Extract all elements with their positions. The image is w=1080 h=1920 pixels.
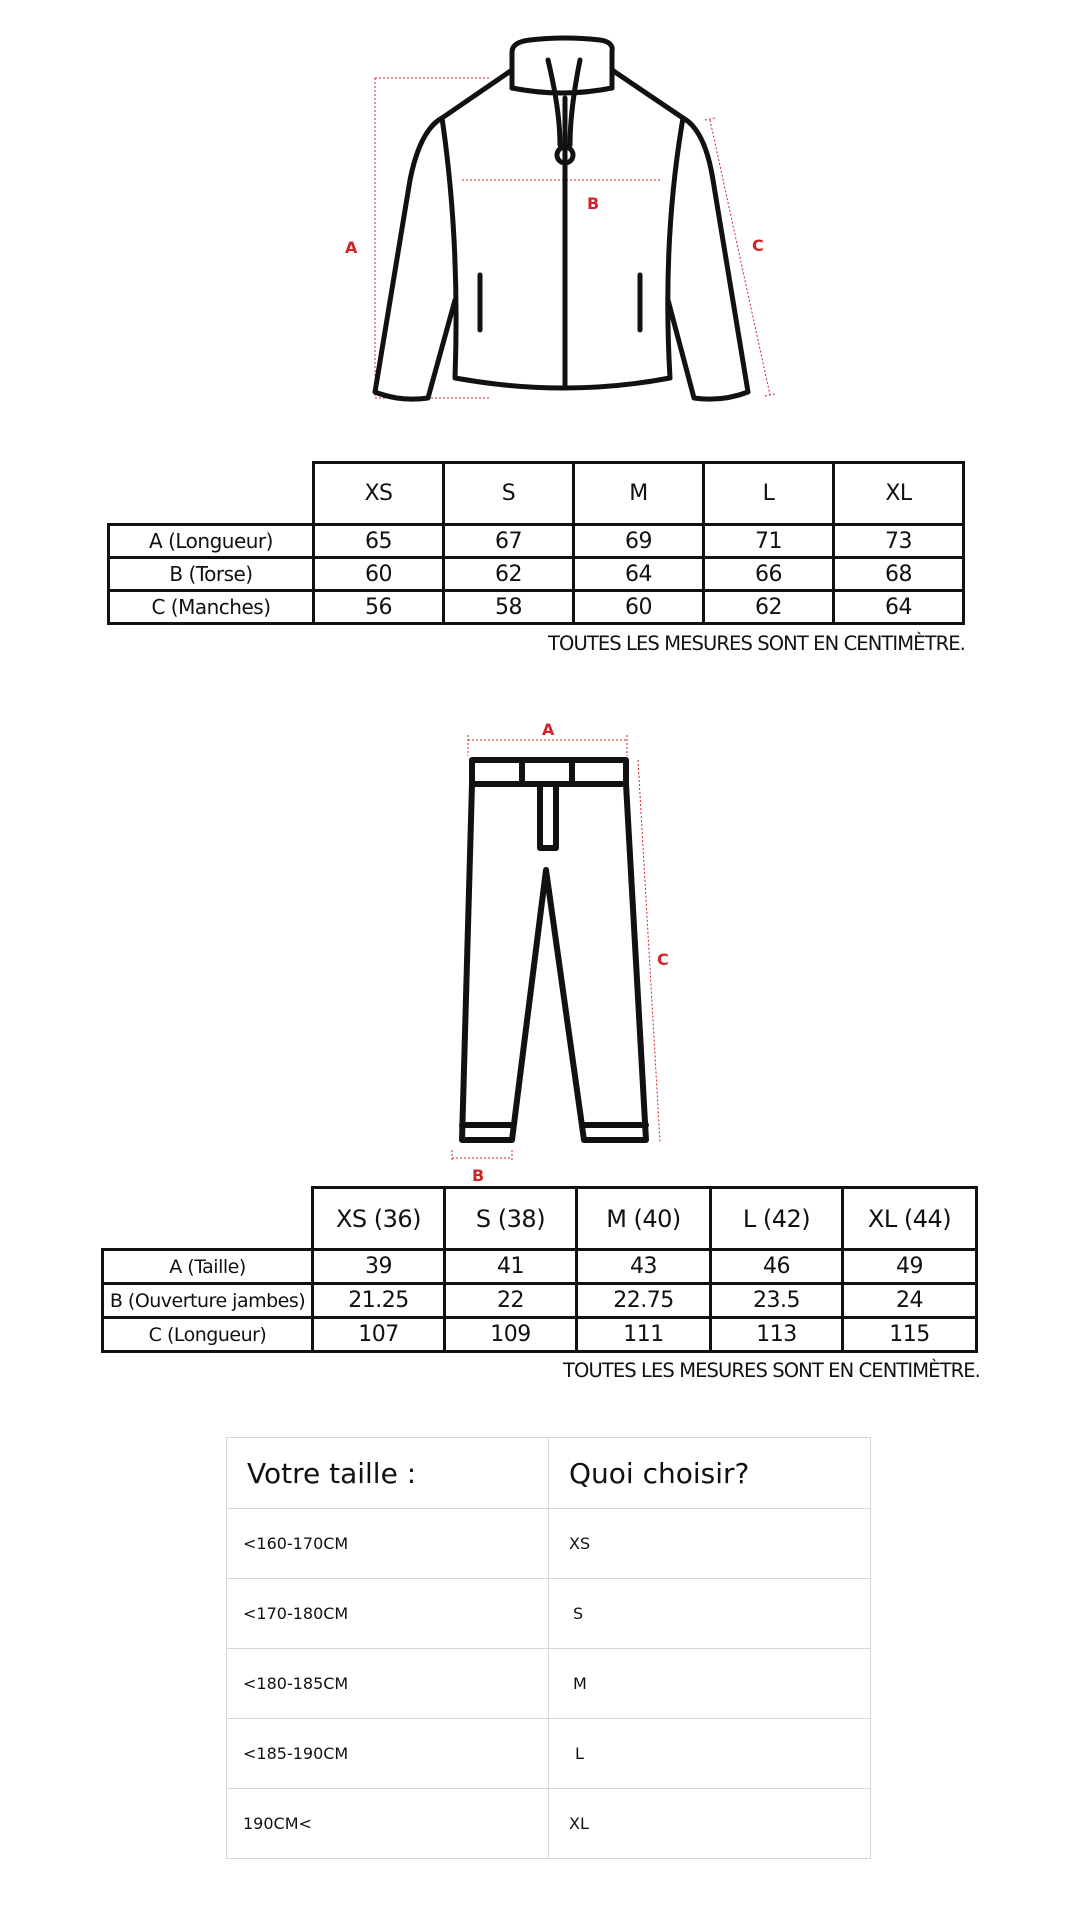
pants-label-c: C	[657, 950, 669, 969]
guide-size-cell: M	[549, 1649, 871, 1719]
guide-height-cell: <180-185CM	[227, 1649, 549, 1719]
guide-size-cell: L	[549, 1719, 871, 1789]
table-cell: 41	[445, 1250, 577, 1284]
guide-row	[227, 1789, 871, 1859]
jacket-size-table	[107, 461, 965, 625]
size-guide-table	[226, 1437, 871, 1859]
table-row	[109, 591, 964, 624]
table-cell: 56	[314, 591, 444, 624]
row-label: B (Torse)	[109, 558, 314, 591]
table-header-row	[103, 1188, 977, 1250]
size-header: XL (44)	[843, 1188, 977, 1250]
table-cell: 43	[577, 1250, 711, 1284]
table-cell: 46	[711, 1250, 843, 1284]
pants-label-b: B	[472, 1166, 485, 1185]
guide-height-cell: <185-190CM	[227, 1719, 549, 1789]
pants-size-table	[101, 1186, 978, 1353]
row-label: A (Longueur)	[109, 525, 314, 558]
size-header: L (42)	[711, 1188, 843, 1250]
guide-header-row	[227, 1438, 871, 1509]
table-corner	[109, 463, 314, 525]
table-cell: 115	[843, 1318, 977, 1352]
table-corner	[103, 1188, 313, 1250]
table-cell: 62	[704, 591, 834, 624]
guide-size-cell: S	[549, 1579, 871, 1649]
table-cell: 64	[834, 591, 964, 624]
row-label: C (Manches)	[109, 591, 314, 624]
table-row	[109, 558, 964, 591]
size-header: M (40)	[577, 1188, 711, 1250]
table-cell: 67	[444, 525, 574, 558]
size-header: XL	[834, 463, 964, 525]
table-cell: 49	[843, 1250, 977, 1284]
table-cell: 22.75	[577, 1284, 711, 1318]
size-header: S	[444, 463, 574, 525]
size-header: XS (36)	[313, 1188, 445, 1250]
table-cell: 62	[444, 558, 574, 591]
table-cell: 66	[704, 558, 834, 591]
table-cell: 109	[445, 1318, 577, 1352]
guide-header-choice: Quoi choisir?	[549, 1438, 871, 1509]
guide-height-cell: <170-180CM	[227, 1579, 549, 1649]
table-cell: 69	[574, 525, 704, 558]
table-cell: 64	[574, 558, 704, 591]
table-row	[103, 1284, 977, 1318]
table-cell: 71	[704, 525, 834, 558]
pants-label-a: A	[542, 720, 555, 739]
pants-diagram	[440, 725, 680, 1165]
row-label: C (Longueur)	[103, 1318, 313, 1352]
jacket-label-a: A	[345, 238, 358, 257]
table-cell: 68	[834, 558, 964, 591]
row-label: A (Taille)	[103, 1250, 313, 1284]
table-row	[103, 1250, 977, 1284]
table-cell: 21.25	[313, 1284, 445, 1318]
table-cell: 65	[314, 525, 444, 558]
table-cell: 111	[577, 1318, 711, 1352]
size-header: L	[704, 463, 834, 525]
table-row	[103, 1318, 977, 1352]
jacket-units-note: TOUTES LES MESURES SONT EN CENTIMÈTRE.	[548, 632, 965, 655]
guide-row	[227, 1509, 871, 1579]
pants-units-note: TOUTES LES MESURES SONT EN CENTIMÈTRE.	[563, 1359, 980, 1382]
guide-header-height: Votre taille :	[227, 1438, 549, 1509]
guide-height-cell: <160-170CM	[227, 1509, 549, 1579]
table-cell: 60	[574, 591, 704, 624]
table-cell: 113	[711, 1318, 843, 1352]
table-cell: 24	[843, 1284, 977, 1318]
jacket-label-b: B	[587, 194, 600, 213]
size-header: S (38)	[445, 1188, 577, 1250]
guide-row	[227, 1579, 871, 1649]
jacket-diagram	[330, 30, 780, 410]
table-cell: 22	[445, 1284, 577, 1318]
table-row	[109, 525, 964, 558]
table-cell: 23.5	[711, 1284, 843, 1318]
table-cell: 58	[444, 591, 574, 624]
guide-row	[227, 1719, 871, 1789]
table-cell: 60	[314, 558, 444, 591]
table-header-row	[109, 463, 964, 525]
guide-size-cell: XS	[549, 1509, 871, 1579]
jacket-label-c: C	[752, 236, 764, 255]
guide-size-cell: XL	[549, 1789, 871, 1859]
size-header: XS	[314, 463, 444, 525]
guide-height-cell: 190CM<	[227, 1789, 549, 1859]
size-header: M	[574, 463, 704, 525]
row-label: B (Ouverture jambes)	[103, 1284, 313, 1318]
table-cell: 39	[313, 1250, 445, 1284]
table-cell: 107	[313, 1318, 445, 1352]
guide-row	[227, 1649, 871, 1719]
table-cell: 73	[834, 525, 964, 558]
